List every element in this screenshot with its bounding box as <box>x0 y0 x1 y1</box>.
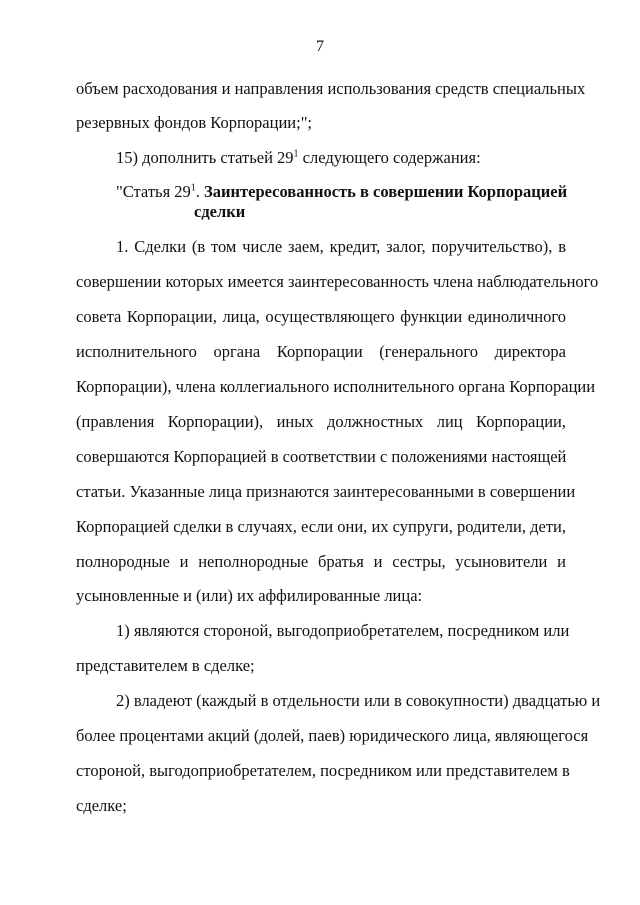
paragraph-line: статьи. Указанные лица признаются заинтересованными в совершении <box>76 482 576 501</box>
list-item-2-continued: стороной, выгодоприобретателем, посредником или представителем в <box>76 761 570 780</box>
superscript: 1 <box>293 148 299 160</box>
article-heading <box>116 182 567 202</box>
paragraph-line: Корпорации), члена коллегиального исполнительного органа Корпорации <box>76 377 596 396</box>
paragraph-line: полнородные и неполнородные братья и сестры, усыновители и <box>76 552 566 571</box>
list-item-1: 1) являются стороной, выгодоприобретателем, посредником или <box>116 621 570 640</box>
article-title: Заинтересованность в совершении Корпорацией <box>204 182 568 201</box>
list-item-2: 2) владеют (каждый в отдельности или в совокупности) двадцатью и <box>116 691 601 710</box>
list-item-1-continued: представителем в сделке; <box>76 656 255 675</box>
paragraph-line: исполнительного органа Корпорации (генерального директора <box>76 342 566 361</box>
paragraph-line: совета Корпорации, лица, осуществляющего функции единоличного <box>76 307 566 326</box>
page-number: 7 <box>316 38 324 55</box>
text-line: объем расходования и направления использования средств специальных <box>76 79 586 98</box>
article-dot: . <box>195 182 205 201</box>
paragraph-line: усыновленные и (или) их аффилированные лица: <box>76 586 423 605</box>
paragraph-line: совершаются Корпорацией в соответствии с положениями настоящей <box>76 447 567 466</box>
paragraph-line: Корпорацией сделки в случаях, если они, их супруги, родители, дети, <box>76 517 566 536</box>
superscript: 1 <box>190 182 196 194</box>
paragraph-line: 1. Сделки (в том числе заем, кредит, залог, поручительство), в <box>116 237 566 256</box>
article-label: "Статья 29 <box>116 182 191 201</box>
paragraph-line: (правления Корпорации), иных должностных лиц Корпорации, <box>76 412 566 431</box>
list-item-2-continued: сделке; <box>76 796 127 815</box>
text-span: следующего содержания: <box>298 148 481 167</box>
text-line: резервных фондов Корпорации;"; <box>76 113 313 132</box>
list-item-2-continued: более процентами акций (долей, паев) юридического лица, являющегося <box>76 726 589 745</box>
paragraph-line: совершении которых имеется заинтересованность члена наблюдательного <box>76 272 599 291</box>
text-span: 15) дополнить статьей 29 <box>116 148 294 167</box>
amendment-item-15 <box>116 148 566 168</box>
article-title-continued: сделки <box>194 202 246 221</box>
